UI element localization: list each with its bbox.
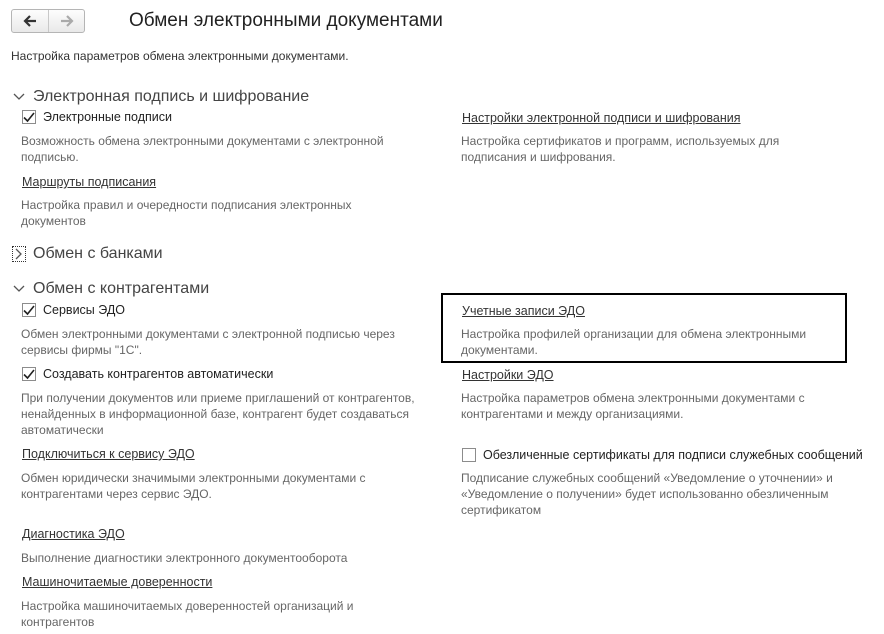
- signature-settings-link[interactable]: Настройки электронной подписи и шифрования: [462, 111, 741, 125]
- signatures-checkbox[interactable]: [22, 110, 36, 124]
- group-title-signature: Электронная подпись и шифрование: [33, 88, 310, 105]
- checkmark-icon: [23, 305, 35, 316]
- edo-services-checkbox[interactable]: [22, 303, 36, 317]
- edo-settings-description: Настройка параметров обмена электронными документами с контрагентами и между организациями.: [461, 391, 805, 421]
- signatures-checkbox-row[interactable]: [22, 110, 172, 124]
- auto-create-description: При получении документов или приеме приглашений от контрагентов, ненайденных в информационной базе, контрагент будет создаваться автоматически: [21, 391, 415, 437]
- group-header-banks[interactable]: [12, 245, 163, 263]
- machine-readable-poa-description: Настройка машиночитаемых доверенностей организаций и контрагентов: [21, 599, 354, 629]
- group-header-signature[interactable]: [12, 88, 309, 106]
- checkmark-icon: [23, 112, 35, 123]
- anon-certs-label: Обезличенные сертификаты для подписи служебных сообщений: [483, 448, 863, 462]
- checkmark-icon: [23, 369, 35, 380]
- auto-create-checkbox[interactable]: [22, 367, 36, 381]
- edo-services-description: Обмен электронными документами с электронной подписью через сервисы фирмы "1С".: [21, 327, 395, 357]
- signing-routes-link[interactable]: Маршруты подписания: [22, 175, 157, 189]
- signatures-description: Возможность обмена электронными документами с электронной подписью.: [21, 134, 384, 164]
- machine-readable-poa-link[interactable]: Машиночитаемые доверенности: [22, 575, 213, 589]
- page-subtitle: Настройка параметров обмена электронными документами.: [11, 49, 349, 63]
- anon-certs-checkbox[interactable]: [462, 448, 476, 462]
- chevron-down-icon: [12, 282, 26, 296]
- navigation-buttons: [11, 9, 85, 33]
- connect-edo-link[interactable]: Подключиться к сервису ЭДО: [22, 447, 195, 461]
- group-header-counterparties[interactable]: [12, 280, 209, 298]
- chevron-right-icon: [12, 246, 26, 262]
- edo-accounts-link[interactable]: Учетные записи ЭДО: [462, 304, 585, 318]
- page-title: Обмен электронными документами: [129, 10, 443, 31]
- back-button[interactable]: [12, 10, 48, 32]
- edo-services-checkbox-row[interactable]: [22, 303, 125, 317]
- auto-create-label: Создавать контрагентов автоматически: [43, 367, 274, 381]
- signatures-label: Электронные подписи: [43, 110, 172, 124]
- signature-settings-description: Настройка сертификатов и программ, используемых для подписания и шифрования.: [461, 134, 780, 164]
- anon-certs-checkbox-row[interactable]: [462, 448, 863, 462]
- group-title-counterparties: Обмен с контрагентами: [33, 280, 210, 297]
- forward-button[interactable]: [48, 10, 84, 32]
- edo-services-label: Сервисы ЭДО: [43, 303, 126, 317]
- arrow-right-icon: [60, 15, 74, 27]
- edo-settings-link[interactable]: Настройки ЭДО: [462, 368, 554, 382]
- edo-diagnostics-description: Выполнение диагностики электронного документооборота: [21, 551, 348, 565]
- group-title-banks: Обмен с банками: [33, 245, 163, 262]
- auto-create-checkbox-row[interactable]: [22, 367, 273, 381]
- chevron-down-icon: [12, 90, 26, 104]
- edo-diagnostics-link[interactable]: Диагностика ЭДО: [22, 527, 125, 541]
- connect-edo-description: Обмен юридически значимыми электронными документами с контрагентами через сервис ЭДО.: [21, 471, 366, 501]
- edo-accounts-description: Настройка профилей организации для обмена электронными документами.: [461, 327, 807, 357]
- anon-certs-description: Подписание служебных сообщений «Уведомление о уточнении» и «Уведомление о получении» будет использованно обезличенным сертификатом: [461, 471, 833, 517]
- signing-routes-description: Настройка правил и очередности подписания электронных документов: [21, 198, 352, 228]
- arrow-left-icon: [23, 15, 37, 27]
